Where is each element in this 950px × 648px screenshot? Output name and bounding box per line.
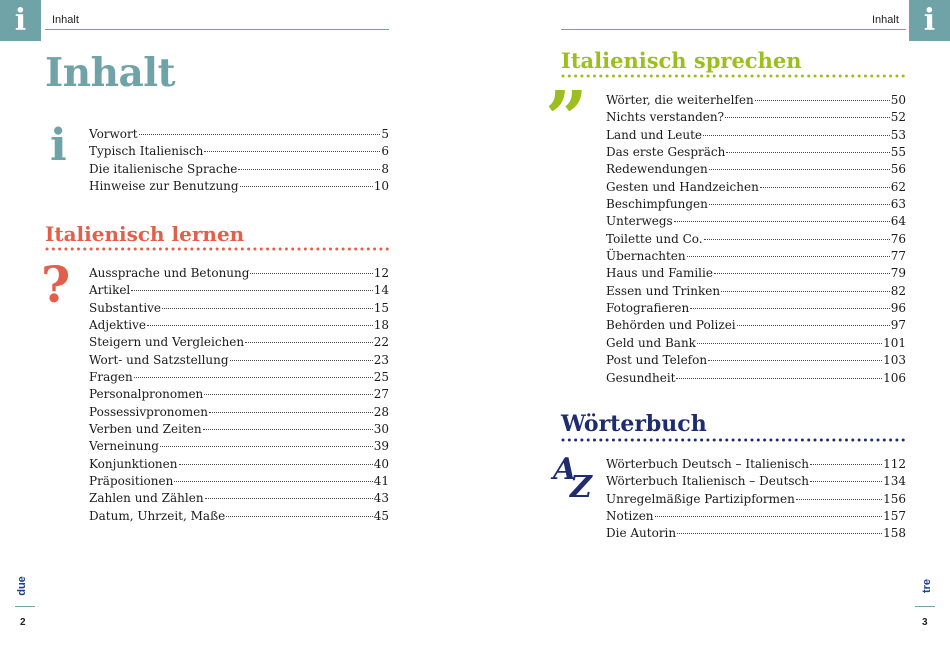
- toc-entry[interactable]: [606, 284, 906, 301]
- toc-entry[interactable]: [606, 266, 906, 283]
- info-tab-icon: i: [0, 0, 41, 41]
- toc-entry[interactable]: [89, 283, 389, 300]
- toc-entry-page: 96: [890, 301, 906, 316]
- toc-entry[interactable]: [606, 318, 906, 335]
- dot-leader: [810, 464, 882, 465]
- header-rule-left: [45, 29, 389, 30]
- toc-entry[interactable]: [89, 266, 389, 283]
- toc-entry[interactable]: [606, 232, 906, 249]
- toc-entry[interactable]: [89, 301, 389, 318]
- toc-entry-page: 39: [373, 439, 389, 454]
- toc-entry[interactable]: [606, 509, 906, 526]
- toc-entry-page: 64: [890, 214, 906, 229]
- dot-leader: [209, 412, 373, 413]
- intro-toc-list: [89, 127, 389, 196]
- toc-entry-page: 63: [890, 197, 906, 212]
- toc-entry-page: 15: [373, 300, 389, 315]
- dot-leader: [250, 273, 372, 274]
- dot-leader: [755, 100, 890, 101]
- toc-entry[interactable]: [89, 162, 389, 179]
- toc-entry[interactable]: [89, 405, 389, 422]
- toc-entry-label: Wort- und Satzstellung: [89, 352, 229, 367]
- toc-entry-label: Übernachten: [606, 249, 686, 264]
- dot-leader: [131, 290, 372, 291]
- toc-entry[interactable]: [606, 197, 906, 214]
- toc-entry-page: 45: [373, 508, 389, 523]
- info-icon: i: [50, 120, 67, 171]
- toc-entry-page: 14: [373, 283, 389, 298]
- toc-entry[interactable]: [606, 371, 906, 388]
- toc-entry-page: 55: [890, 145, 906, 160]
- dot-leader: [677, 533, 882, 534]
- section-title-sprechen: Italienisch sprechen: [561, 48, 802, 73]
- header-rule-right: [561, 29, 906, 30]
- toc-entry[interactable]: [606, 214, 906, 231]
- toc-entry-page: 12: [373, 266, 389, 280]
- dot-leader: [205, 498, 373, 499]
- toc-entry-label: Präpositionen: [89, 474, 174, 489]
- section-title-woerterbuch: Wörterbuch: [561, 411, 707, 437]
- dot-leader: [204, 151, 380, 152]
- dot-leader: [676, 378, 882, 379]
- dot-leader: [760, 187, 890, 188]
- toc-entry[interactable]: [606, 301, 906, 318]
- dot-leader: [240, 186, 373, 187]
- toc-entry-label: Verben und Zeiten: [89, 422, 202, 437]
- footer-word-right: tre: [921, 578, 933, 594]
- dot-leader: [147, 325, 373, 326]
- toc-entry-label: Konjunktionen: [89, 456, 178, 471]
- toc-entry-page: 30: [373, 422, 389, 437]
- dot-leader: [226, 516, 373, 517]
- dot-leader: [238, 169, 380, 170]
- toc-entry[interactable]: [606, 492, 906, 509]
- toc-entry-label: Hinweise zur Benutzung: [89, 179, 239, 194]
- toc-entry-label: Beschimpfungen: [606, 197, 708, 212]
- toc-entry-page: 6: [381, 144, 389, 159]
- dot-leader: [709, 204, 890, 205]
- toc-entry-page: 79: [890, 266, 906, 281]
- toc-entry[interactable]: [89, 318, 389, 335]
- toc-entry-page: 134: [883, 474, 906, 489]
- dot-leader: [162, 308, 373, 309]
- question-mark-icon: ?: [41, 255, 71, 314]
- dot-leader: [726, 152, 889, 153]
- toc-entry-label: Typisch Italienisch: [89, 144, 204, 159]
- dot-leader: [725, 117, 890, 118]
- section-divider-lernen: [45, 246, 390, 252]
- toc-entry[interactable]: [89, 387, 389, 404]
- dot-leader: [697, 343, 882, 344]
- toc-entry[interactable]: [89, 353, 389, 370]
- toc-entry-label: Possessivpronomen: [89, 404, 208, 419]
- toc-entry[interactable]: [89, 457, 389, 474]
- quote-icon: ”: [545, 84, 588, 132]
- dot-leader: [179, 464, 373, 465]
- toc-entry-label: Notizen: [606, 509, 654, 524]
- toc-entry-label: Essen und Trinken: [606, 283, 721, 298]
- toc-entry-label: Land und Leute: [606, 127, 703, 142]
- toc-entry[interactable]: [606, 457, 906, 474]
- toc-entry-label: Post und Telefon: [606, 353, 708, 368]
- toc-entry[interactable]: [89, 335, 389, 352]
- toc-entry-label: Datum, Uhrzeit, Maße: [89, 508, 226, 523]
- toc-entry[interactable]: [89, 144, 389, 161]
- dot-leader: [655, 516, 883, 517]
- toc-entry-label: Gesten und Handzeichen: [606, 179, 759, 194]
- dot-leader: [704, 239, 890, 240]
- toc-entry[interactable]: [606, 249, 906, 266]
- toc-entry-page: 23: [373, 352, 389, 367]
- toc-entry-label: Artikel: [89, 283, 131, 298]
- toc-entry-page: 62: [890, 179, 906, 194]
- toc-entry-page: 156: [883, 491, 906, 506]
- toc-entry-label: Geld und Bank: [606, 335, 696, 350]
- toc-entry-page: 97: [890, 318, 906, 333]
- toc-entry[interactable]: [606, 336, 906, 353]
- woerterbuch-toc-list: [606, 457, 906, 544]
- toc-entry-page: 41: [373, 474, 389, 489]
- letter-a-icon: A: [553, 452, 577, 487]
- toc-entry-label: Behörden und Polizei: [606, 318, 736, 333]
- dot-leader: [714, 273, 890, 274]
- toc-entry-label: Nichts verstanden?: [606, 110, 725, 125]
- toc-entry-label: Wörterbuch Deutsch – Italienisch: [606, 457, 809, 471]
- toc-entry[interactable]: [89, 422, 389, 439]
- toc-entry[interactable]: [606, 474, 906, 491]
- toc-entry[interactable]: [606, 145, 906, 162]
- dot-leader: [134, 377, 373, 378]
- toc-entry-page: 8: [381, 161, 389, 176]
- footer-word-left: due: [16, 576, 28, 596]
- toc-entry-page: 56: [890, 162, 906, 177]
- dot-leader: [690, 308, 890, 309]
- toc-entry[interactable]: [89, 474, 389, 491]
- toc-entry-label: Wörterbuch Italienisch – Deutsch: [606, 474, 809, 489]
- toc-entry[interactable]: [89, 439, 389, 456]
- toc-entry[interactable]: [89, 509, 389, 526]
- toc-entry-page: 53: [890, 127, 906, 142]
- toc-entry-page: 5: [381, 127, 389, 141]
- toc-entry-label: Die italienische Sprache: [89, 161, 238, 176]
- dot-leader: [174, 481, 372, 482]
- lernen-toc-list: [89, 266, 389, 526]
- section-divider-sprechen: [561, 73, 907, 79]
- dot-leader: [139, 134, 381, 135]
- toc-entry[interactable]: [89, 370, 389, 387]
- toc-entry-label: Unregelmäßige Partizipformen: [606, 491, 795, 506]
- dot-leader: [796, 499, 882, 500]
- toc-entry-label: Die Autorin: [606, 526, 677, 541]
- toc-entry[interactable]: [606, 128, 906, 145]
- toc-entry-label: Zahlen und Zählen: [89, 491, 204, 506]
- toc-entry-page: 28: [373, 404, 389, 419]
- toc-entry[interactable]: [606, 162, 906, 179]
- toc-entry-label: Steigern und Vergleichen: [89, 335, 245, 350]
- toc-entry-page: 10: [373, 179, 389, 194]
- dot-leader: [687, 256, 890, 257]
- toc-entry-page: 103: [883, 353, 906, 368]
- toc-entry[interactable]: [89, 491, 389, 508]
- page-number-right: 3: [922, 617, 928, 628]
- toc-entry-label: Das erste Gespräch: [606, 145, 726, 160]
- toc-entry-label: Verneinung: [89, 439, 159, 454]
- section-title-lernen: Italienisch lernen: [45, 222, 245, 246]
- section-divider-woerterbuch: [561, 437, 907, 443]
- dot-leader: [245, 342, 373, 343]
- dot-leader: [204, 394, 372, 395]
- toc-entry-page: 25: [373, 370, 389, 385]
- dot-leader: [230, 360, 373, 361]
- toc-entry-page: 18: [373, 318, 389, 333]
- dot-leader: [674, 221, 890, 222]
- toc-entry-page: 112: [883, 457, 906, 471]
- toc-entry[interactable]: [89, 179, 389, 196]
- toc-entry-label: Redewendungen: [606, 162, 708, 177]
- toc-entry-label: Personalpronomen: [89, 387, 204, 402]
- page-number-left: 2: [20, 617, 26, 628]
- dot-leader: [160, 446, 373, 447]
- toc-entry-page: 82: [890, 283, 906, 298]
- dot-leader: [721, 291, 890, 292]
- letter-z-icon: Z: [570, 470, 592, 505]
- dot-leader: [203, 429, 373, 430]
- toc-entry-page: 40: [373, 456, 389, 471]
- running-header-right: Inhalt: [872, 14, 899, 26]
- toc-entry-page: 77: [890, 249, 906, 264]
- toc-entry-page: 50: [890, 93, 906, 107]
- page-title: Inhalt: [45, 50, 176, 96]
- dot-leader: [708, 360, 882, 361]
- footer-rule-left: [15, 606, 35, 607]
- toc-entry-label: Fotografieren: [606, 301, 690, 316]
- dot-leader: [703, 135, 890, 136]
- toc-entry-label: Substantive: [89, 300, 162, 315]
- toc-entry[interactable]: [606, 353, 906, 370]
- toc-entry-label: Adjektive: [89, 318, 146, 333]
- dot-leader: [737, 325, 890, 326]
- toc-entry-page: 52: [890, 110, 906, 125]
- info-tab-icon-right: i: [909, 0, 950, 41]
- toc-entry-page: 22: [373, 335, 389, 350]
- footer-rule-right: [915, 606, 935, 607]
- toc-entry-label: Fragen: [89, 370, 133, 385]
- toc-entry-page: 43: [373, 491, 389, 506]
- toc-entry-label: Wörter, die weiterhelfen: [606, 93, 754, 107]
- running-header-left: Inhalt: [52, 14, 79, 26]
- toc-entry-label: Aussprache und Betonung: [89, 266, 250, 280]
- toc-entry-page: 157: [883, 509, 906, 524]
- toc-entry-label: Gesundheit: [606, 370, 676, 385]
- dot-leader: [709, 169, 890, 170]
- sprechen-toc-list: [606, 93, 906, 388]
- toc-entry[interactable]: [606, 180, 906, 197]
- toc-entry[interactable]: [606, 93, 906, 110]
- toc-entry-label: Haus und Familie: [606, 266, 713, 281]
- toc-entry[interactable]: [606, 110, 906, 127]
- toc-entry-page: 27: [373, 387, 389, 402]
- toc-entry[interactable]: [89, 127, 389, 144]
- toc-entry-page: 158: [883, 526, 906, 541]
- dot-leader: [810, 481, 882, 482]
- toc-entry-page: 76: [890, 231, 906, 246]
- toc-entry-page: 101: [883, 335, 906, 350]
- toc-entry-label: Toilette und Co.: [606, 231, 703, 246]
- toc-entry-label: Vorwort: [89, 127, 138, 141]
- toc-entry-page: 106: [883, 370, 906, 385]
- toc-entry[interactable]: [606, 526, 906, 543]
- toc-entry-label: Unterwegs: [606, 214, 673, 229]
